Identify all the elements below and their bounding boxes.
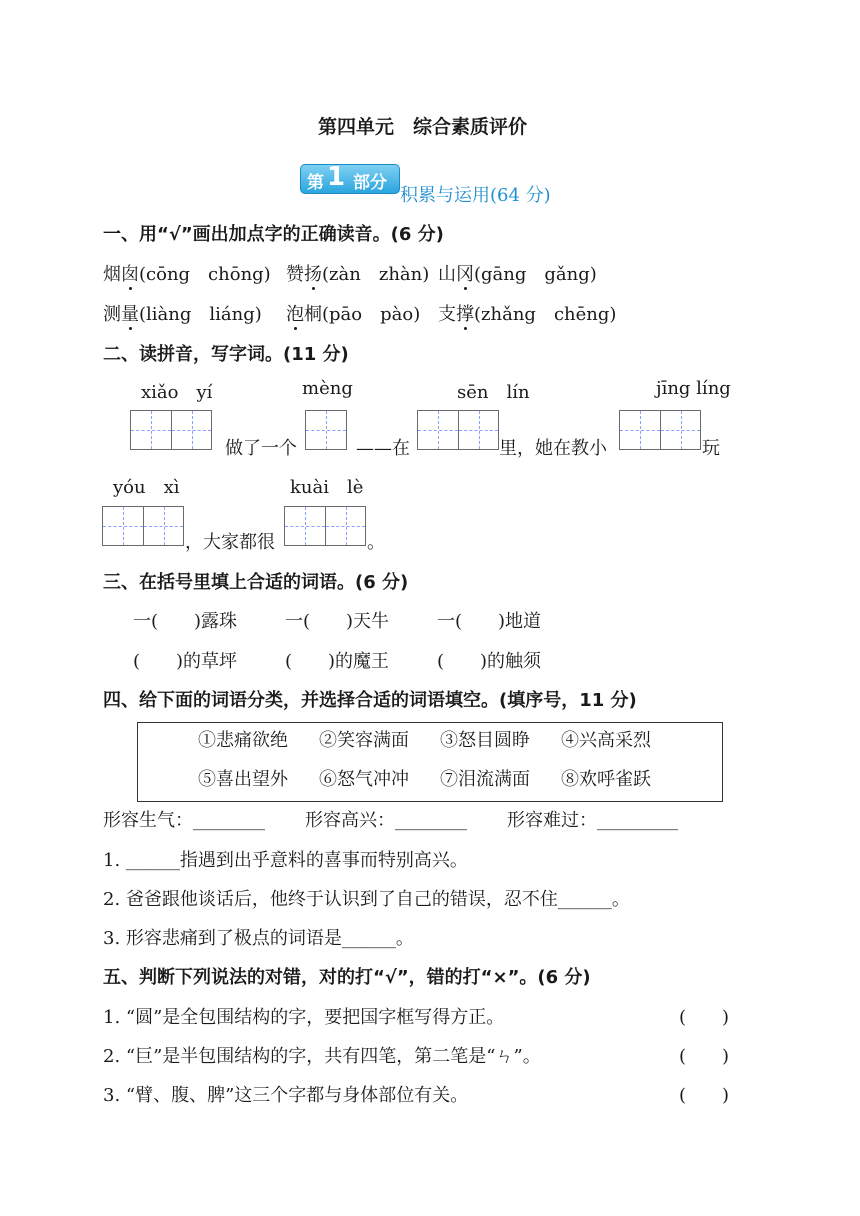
q2-text: 玩	[702, 438, 720, 459]
pinyin-label: sēn lín	[457, 382, 530, 403]
q1-item: 山冈(gāng gǎng)	[438, 264, 597, 285]
word-option: ⑥怒气冲冲	[319, 769, 409, 790]
q1-item: 烟囱(cōng chōng)	[103, 264, 271, 285]
q3-item: 一( )地道	[437, 611, 542, 632]
word-option: ⑧欢呼雀跃	[561, 769, 651, 790]
q2-heading: 二、读拼音，写字词。(11 分)	[103, 344, 349, 365]
word-option: ④兴高采烈	[561, 730, 651, 751]
q2-text: ，大家都很	[185, 532, 275, 553]
badge-prefix: 第	[307, 173, 324, 193]
q3-item: ( )的魔王	[285, 651, 390, 672]
section-title: 积累与运用(64 分)	[400, 185, 551, 206]
q4-item: 2. 爸爸跟他谈话后，他终于认识到了自己的错误，忍不住______。	[103, 889, 630, 910]
q5-item: 3. “臂、腹、脾”这三个字都与身体部位有关。	[103, 1085, 469, 1106]
q5-item: 1. “圆”是全包围结构的字，要把国字框写得方正。	[103, 1007, 505, 1028]
q2-text: 。	[367, 532, 385, 553]
q1-heading: 一、用“√”画出加点字的正确读音。(6 分)	[103, 224, 444, 245]
word-option: ⑤喜出望外	[198, 769, 288, 790]
word-option: ⑦泪流满面	[440, 769, 530, 790]
q5-item: 2. “巨”是半包围结构的字，共有四笔，第二笔是“ㄣ”。	[103, 1046, 541, 1067]
writing-grid[interactable]	[102, 506, 184, 546]
category-blank[interactable]: 形容高兴：________	[305, 810, 467, 831]
writing-grid[interactable]	[130, 410, 212, 450]
pinyin-label: kuài lè	[290, 477, 364, 498]
answer-paren[interactable]: ( )	[679, 1046, 730, 1067]
q3-item: ( )的草坪	[133, 651, 238, 672]
pinyin-label: yóu xì	[113, 477, 180, 498]
section-badge	[300, 164, 400, 194]
pinyin-label: xiǎo yí	[141, 382, 213, 403]
badge-number: 1	[327, 162, 346, 192]
q4-heading: 四、给下面的词语分类，并选择合适的词语填空。(填序号，11 分)	[103, 690, 637, 711]
q3-item: ( )的触须	[437, 651, 542, 672]
category-blank[interactable]: 形容难过：_________	[507, 810, 678, 831]
writing-grid[interactable]	[619, 410, 701, 450]
q3-item: 一( )露珠	[133, 611, 238, 632]
word-option: ③怒目圆睁	[440, 730, 530, 751]
q2-text: 里，她在教小	[499, 438, 607, 459]
answer-paren[interactable]: ( )	[679, 1007, 730, 1028]
q2-text: 做了一个	[225, 438, 297, 459]
answer-paren[interactable]: ( )	[679, 1085, 730, 1106]
q1-item: 支撑(zhǎng chēng)	[438, 304, 617, 325]
word-option: ①悲痛欲绝	[198, 730, 288, 751]
q2-text: ——在	[356, 438, 410, 459]
writing-grid[interactable]	[305, 410, 347, 450]
q5-heading: 五、判断下列说法的对错，对的打“√”，错的打“×”。(6 分)	[103, 967, 591, 988]
pinyin-label: mèng	[302, 378, 353, 399]
q1-item: 泡桐(pāo pào)	[286, 304, 421, 325]
writing-grid[interactable]	[284, 506, 366, 546]
word-option: ②笑容满面	[319, 730, 409, 751]
q1-item: 赞扬(zàn zhàn)	[286, 264, 430, 285]
q1-item: 测量(liàng liáng)	[103, 304, 262, 325]
q4-item: 3. 形容悲痛到了极点的词语是______。	[103, 928, 414, 949]
q3-heading: 三、在括号里填上合适的词语。(6 分)	[103, 572, 409, 593]
q4-item: 1. ______指遇到出乎意料的喜事而特别高兴。	[103, 850, 468, 871]
page-title: 第四单元 综合素质评价	[318, 116, 528, 138]
badge-suffix: 部分	[353, 173, 387, 193]
pinyin-label: jīng líng	[656, 378, 731, 399]
q3-item: 一( )天牛	[285, 611, 390, 632]
category-blank[interactable]: 形容生气：________	[103, 810, 265, 831]
writing-grid[interactable]	[417, 410, 499, 450]
